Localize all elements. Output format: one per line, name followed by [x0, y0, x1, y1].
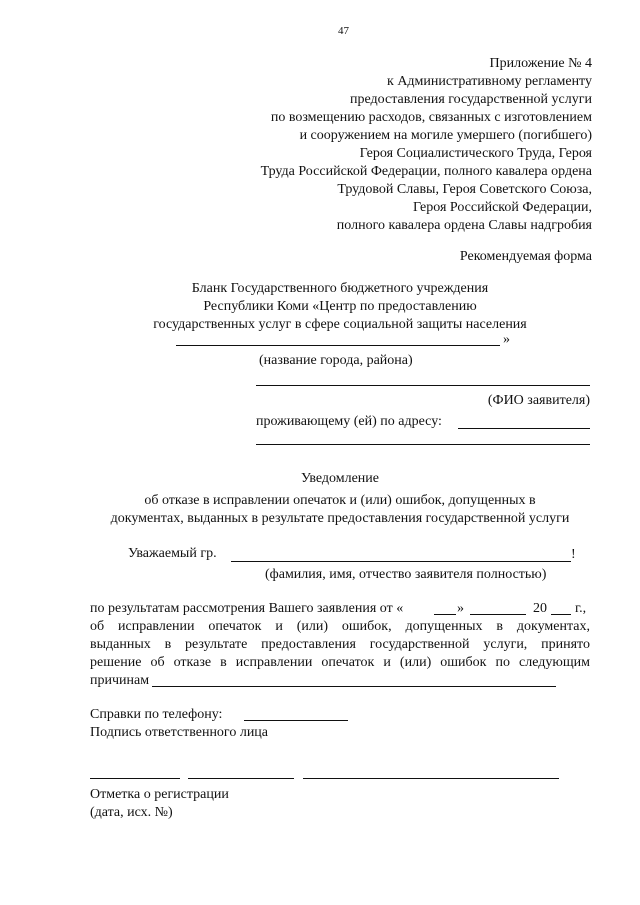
- body-line-2: об исправлении опечаток и (или) ошибок, допущенных в документах,: [90, 619, 590, 634]
- institution-line-3: государственных услуг в сфере социальной защиты населения: [153, 317, 527, 332]
- phone-label: Справки по телефону:: [90, 707, 223, 722]
- body-line-1b: »: [457, 601, 464, 616]
- body-line-3: выданных в результате предоставления государственной услуги, принято: [90, 637, 590, 652]
- registration-sub: (дата, исх. №): [90, 805, 173, 820]
- appendix-line-6: Героя Социалистического Труда, Героя: [359, 146, 592, 161]
- date-month-line: [470, 614, 526, 615]
- appendix-line-4: по возмещению расходов, связанных с изготовлением: [270, 110, 592, 125]
- greeting-exclaim: !: [571, 547, 576, 562]
- notice-title: Уведомление: [300, 471, 379, 486]
- greeting-name-line: [231, 561, 571, 562]
- notice-subtitle-1: об отказе в исправлении опечаток и (или) ошибок, допущенных в: [144, 493, 536, 508]
- date-day-line: [434, 614, 456, 615]
- appendix-line-1: Приложение № 4: [489, 56, 592, 71]
- address-label: проживающему (ей) по адресу:: [256, 414, 442, 429]
- appendix-line-5: и сооружением на могиле умершего (погибшего): [299, 128, 592, 143]
- institution-line-1: Бланк Государственного бюджетного учреждения: [191, 281, 489, 296]
- greeting-caption: (фамилия, имя, отчество заявителя полностью): [265, 567, 547, 582]
- body-line-1c: 20: [533, 601, 547, 616]
- address-line-2: [256, 444, 590, 445]
- appendix-line-7: Труда Российской Федерации, полного кавалера ордена: [260, 164, 592, 179]
- appendix-line-10: полного кавалера ордена Славы надгробия: [336, 218, 592, 233]
- city-line: [176, 345, 500, 346]
- body-line-1d: г.,: [575, 601, 587, 616]
- registration-label: Отметка о регистрации: [90, 787, 229, 802]
- signature-line-1: [90, 778, 180, 779]
- signature-line-3: [303, 778, 559, 779]
- closing-quote: »: [503, 332, 510, 347]
- signature-line-2: [188, 778, 294, 779]
- signature-label: Подпись ответственного лица: [90, 725, 269, 740]
- address-line-1: [458, 428, 590, 429]
- appendix-line-8: Трудовой Славы, Героя Советского Союза,: [337, 182, 592, 197]
- institution-line-2: Республики Коми «Центр по предоставлению: [203, 299, 477, 314]
- body-line-4: решение об отказе в исправлении опечаток и (или) ошибок по следующим: [90, 655, 590, 670]
- reason-line: [152, 686, 556, 687]
- notice-subtitle-2: документах, выданных в результате предоставления государственной услуги: [110, 511, 570, 526]
- fio-line: [256, 385, 590, 386]
- date-year-line: [551, 614, 571, 615]
- appendix-line-9: Героя Российской Федерации,: [412, 200, 592, 215]
- city-caption: (название города, района): [259, 353, 413, 368]
- greeting-label: Уважаемый гр.: [128, 546, 217, 561]
- page-number: 47: [338, 25, 349, 37]
- recommended-form: Рекомендуемая форма: [459, 249, 592, 264]
- appendix-line-3: предоставления государственной услуги: [350, 92, 592, 107]
- fio-caption: (ФИО заявителя): [487, 393, 590, 408]
- appendix-line-2: к Административному регламенту: [387, 74, 592, 89]
- phone-line: [244, 720, 348, 721]
- body-line-5: причинам: [90, 673, 150, 688]
- body-line-1a: по результатам рассмотрения Вашего заявления от «: [90, 601, 404, 616]
